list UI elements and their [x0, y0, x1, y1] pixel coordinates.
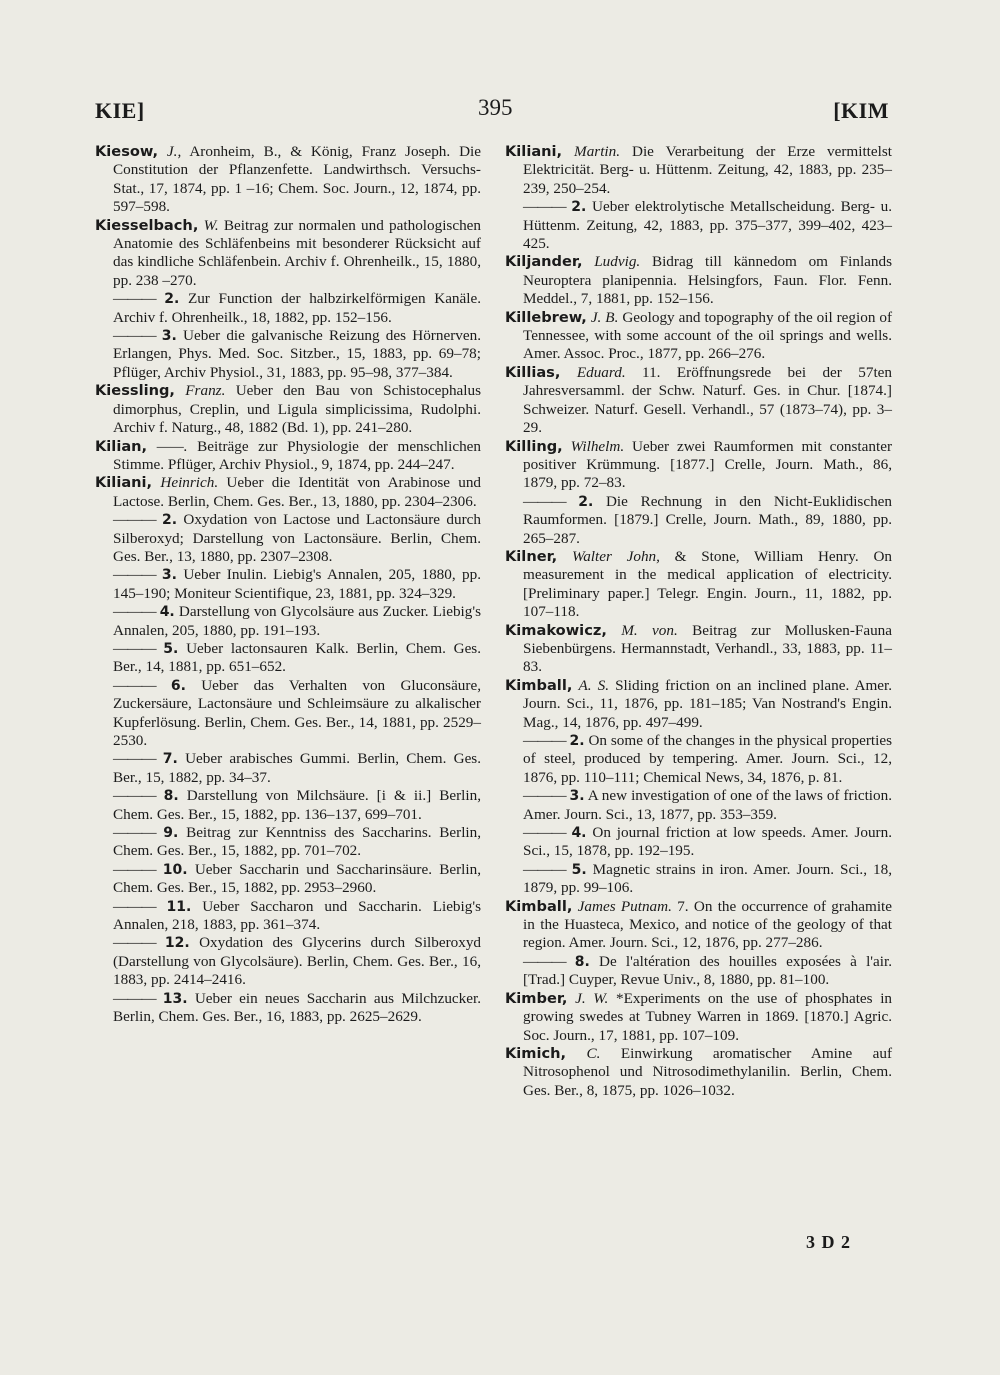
- author-surname: Kilner,: [505, 547, 558, 565]
- ditto-dash: ———: [523, 787, 566, 805]
- entry-text: Beiträge zur Physiologie der menschlichen Stimme. Pflüger, Archiv Physiol., 9, 1874, pp. 244–247.: [113, 437, 482, 473]
- bibliography-entry: [505, 143, 892, 198]
- bibliography-entry: [95, 990, 481, 1027]
- entry-text: Zur Function der halbzirkelförmigen Kanäle. Archiv f. Ohrenheilk., 18, 1882, pp. 152–156.: [113, 290, 482, 326]
- author-surname: Kimball,: [505, 897, 573, 915]
- ditto-dash: ———: [113, 989, 156, 1007]
- author-surname: Kimber,: [505, 989, 568, 1007]
- author-given-name: Walter John,: [571, 547, 660, 565]
- entry-number: 11.: [166, 898, 192, 915]
- bibliography-entry: [505, 898, 892, 953]
- entry-text: De l'altération des houilles exposées à l'air. [Trad.] Cuyper, Revue Univ., 8, 1880, pp. 81–100.: [523, 952, 893, 989]
- entry-number: 4.: [159, 604, 175, 621]
- author-surname: Kilian,: [95, 437, 148, 455]
- bibliography-entry: [505, 787, 892, 824]
- author-given-name: W.: [203, 216, 219, 234]
- author-given-name: J.,: [166, 143, 182, 160]
- bibliography-entry: [505, 990, 892, 1045]
- entry-text: Sliding friction on an inclined plane. Amer. Journ. Sci., 11, 1876, pp. 181–185; Van Nostrand's Engin. Mag., 14, 1876, pp. 497–499.: [523, 676, 893, 731]
- author-surname: Killing,: [505, 437, 563, 455]
- author-surname: Kiesselbach,: [95, 216, 199, 234]
- ditto-dash: ———: [523, 492, 566, 510]
- bibliography-entry: [505, 548, 892, 622]
- bibliography-entry: [505, 198, 892, 253]
- entry-text: On some of the changes in the physical properties of steel, produced by tempering. Amer. Journ. Sci., 12, 1876, pp. 110–111; Chemical News, 34, 1876, p. 81.: [523, 732, 893, 786]
- bibliography-entry: [95, 327, 481, 382]
- author-given-name: J. W.: [575, 989, 609, 1007]
- author-surname: Kiljander,: [505, 253, 583, 271]
- ditto-dash: ———: [113, 934, 156, 952]
- entry-text: Bidrag till kännedom om Finlands Neuroptera planipennia. Helsingfors, Faun. Flor. Fenn. Meddel., 7, 1881, pp. 152–156.: [523, 253, 893, 308]
- author-surname: Killias,: [505, 363, 561, 381]
- entry-text: Ueber arabisches Gummi. Berlin, Chem. Ges. Ber., 15, 1882, pp. 34–37.: [113, 750, 482, 786]
- ditto-dash: ———: [523, 860, 566, 878]
- bibliography-entry: [95, 898, 481, 935]
- entry-text: Die Rechnung in den Nicht-Euklidischen Raumformen. [1879.] Crelle, Journ. Math., 89, 1880, pp. 265–287.: [523, 492, 892, 547]
- bibliography-entry: [95, 603, 481, 640]
- author-given-name: Wilhelm.: [570, 437, 625, 455]
- entry-text: Ueber Saccharin und Saccharinsäure. Berlin, Chem. Ges. Ber., 15, 1882, pp. 2953–2960.: [113, 860, 482, 897]
- author-given-name: Martin.: [574, 143, 621, 160]
- ditto-dash: ———: [113, 327, 156, 345]
- bibliography-entry: [505, 732, 892, 787]
- bibliography-entry: [95, 824, 481, 861]
- bibliography-entry: [505, 953, 892, 990]
- entry-number: 9.: [163, 825, 179, 842]
- entry-text: Beitrag zur Mollusken-Fauna Siebenbürgens. Hermannstadt, Verhandl., 33, 1883, pp. 11–83.: [523, 621, 893, 676]
- entry-text: Oxydation des Glycerins durch Silberoxyd (Darstellung von Glycolsäure). Berlin, Chem. Ges. Ber., 16, 1883, pp. 2414–2416.: [113, 934, 482, 989]
- bibliography-entry: [505, 622, 892, 677]
- entry-text: On journal friction at low speeds. Amer. Journ. Sci., 15, 1878, pp. 192–195.: [523, 824, 893, 860]
- entry-number: 5.: [163, 640, 179, 657]
- bibliography-entry: [95, 566, 481, 603]
- bibliography-entry: [95, 677, 481, 751]
- bibliography-entry: [95, 382, 481, 437]
- bibliography-entry: [505, 253, 892, 308]
- left-column: [95, 143, 481, 1027]
- author-given-name: J. B.: [590, 308, 619, 326]
- entry-number: 13.: [162, 990, 188, 1007]
- entry-number: 2.: [161, 512, 178, 529]
- bibliography-entry: [505, 364, 892, 438]
- ditto-dash: ———: [113, 824, 156, 842]
- ditto-dash: ———: [113, 787, 156, 805]
- entry-text: Geology and topography of the oil region of Tennessee, with some account of the oil springs and wells. Amer. Assoc. Proc., 1877, pp. 266–276.: [523, 308, 893, 363]
- entry-text: Ueber lactonsauren Kalk. Berlin, Chem. Ges. Ber., 14, 1881, pp. 651–652.: [113, 639, 482, 676]
- entry-text: Darstellung von Milchsäure. [i & ii.] Berlin, Chem. Ges. Ber., 15, 1882, pp. 136–137, 699–701.: [113, 787, 482, 823]
- entry-text: & Stone, William Henry. On measurement in the medical application of electricity. [Preliminary paper.] Telegr. Engin. Journ., 11, 1882, pp. 107–118.: [523, 547, 893, 621]
- ditto-dash: ———: [113, 511, 156, 529]
- author-given-name: ——.: [156, 437, 188, 455]
- ditto-dash: ———: [523, 952, 566, 970]
- bibliography-entry: [505, 493, 892, 548]
- ditto-dash: ———: [113, 566, 156, 584]
- entry-number: 7.: [162, 751, 178, 768]
- bibliography-entry: [95, 750, 481, 787]
- bibliography-entry: [505, 1045, 892, 1100]
- ditto-dash: ———: [113, 290, 156, 308]
- entry-text: Oxydation von Lactose und Lactonsäure durch Silberoxyd; Darstellung von Lactonsäure. Berlin, Chem. Ges. Ber., 13, 1880, pp. 2307–2308.: [113, 511, 482, 565]
- entry-text: Ueber elektrolytische Metallscheidung. Berg- u. Hüttenm. Zeitung, 42, 1883, pp. 375–377, 399–402, 423–425.: [523, 198, 893, 253]
- entry-number: 2.: [578, 493, 594, 510]
- bibliography-entry: [95, 217, 481, 291]
- entry-number: 10.: [162, 861, 188, 878]
- entry-number: 6.: [170, 677, 186, 694]
- ditto-dash: ———: [523, 824, 566, 842]
- entry-text: Ueber den Bau von Schistocephalus dimorphus, Creplin, und Ligula simplicissima, Rudolphi. Archiv f. Naturg., 48, 1882 (Bd. 1), pp. 241–280.: [113, 382, 482, 437]
- bibliography-entry: [95, 143, 481, 217]
- page-number: 395: [478, 95, 513, 120]
- entry-text: 11. Eröffnungsrede bei der 57ten Jahresversamml. der Schw. Naturf. Ges. in Chur. [1874.] Schweizer. Naturf. Gesell. Verhandl., 57 (1873–74), pp. 3–29.: [523, 363, 893, 437]
- author-given-name: Ludvig.: [594, 253, 641, 271]
- author-given-name: James Putnam.: [577, 897, 672, 915]
- entry-number: 2.: [569, 733, 585, 749]
- entry-number: 3.: [161, 567, 177, 584]
- entry-text: Ueber ein neues Saccharin aus Milchzucker. Berlin, Chem. Ges. Ber., 16, 1883, pp. 2625–2629.: [113, 989, 482, 1026]
- entry-text: Magnetic strains in iron. Amer. Journ. Sci., 18, 1879, pp. 99–106.: [523, 860, 893, 897]
- author-given-name: A. S.: [578, 676, 610, 694]
- author-surname: Kimball,: [505, 676, 573, 694]
- ditto-dash: ———: [113, 639, 156, 657]
- bibliography-entry: [505, 824, 892, 861]
- author-surname: Kiliani,: [95, 474, 153, 492]
- author-given-name: M. von.: [621, 621, 678, 639]
- bibliography-entry: [95, 787, 481, 824]
- entry-number: 2.: [164, 291, 180, 308]
- entry-text: Beitrag zur Kenntniss des Saccharins. Berlin, Chem. Ges. Ber., 15, 1882, pp. 701–702.: [113, 824, 482, 860]
- ditto-dash: ———: [113, 897, 156, 915]
- entry-text: Ueber Saccharon und Saccharin. Liebig's Annalen, 218, 1883, pp. 361–374.: [113, 897, 481, 934]
- entry-number: 5.: [571, 861, 587, 878]
- author-surname: Kiesow,: [95, 143, 159, 160]
- author-surname: Killebrew,: [505, 308, 587, 326]
- entry-text: 7. On the occurrence of grahamite in the Huasteca, Mexico, and notice of the geology of that region. Amer. Journ. Sci., 12, 1876, pp. 277–286.: [523, 897, 893, 952]
- ditto-dash: ———: [113, 750, 156, 768]
- entry-text: *Experiments on the use of phosphates in growing swedes at Tubney Warren in 1869. [1870.] Agric. Soc. Journ., 17, 1881, pp. 107–109.: [523, 989, 893, 1044]
- bibliography-entry: [95, 934, 481, 989]
- author-given-name: Franz.: [185, 382, 226, 400]
- ditto-dash: ———: [113, 603, 156, 621]
- bibliography-entry: [505, 677, 892, 732]
- entry-text: Ueber Inulin. Liebig's Annalen, 205, 1880, pp. 145–190; Moniteur Scientifique, 23, 1881, pp. 324–329.: [113, 566, 481, 602]
- entry-number: 3.: [569, 788, 585, 805]
- author-surname: Kimakowicz,: [505, 621, 607, 639]
- bibliography-entry: [95, 861, 481, 898]
- page-header: [95, 95, 889, 128]
- author-surname: Kiessling,: [95, 382, 175, 400]
- bibliography-entry: [505, 861, 892, 898]
- bibliography-entry: [95, 290, 481, 327]
- entry-text: Einwirkung aromatischer Amine auf Nitrosophenol und Nitrosodimethylanilin. Berlin, Chem. Ges. Ber., 8, 1875, pp. 1026–1032.: [523, 1044, 893, 1099]
- entry-number: 8.: [163, 788, 179, 805]
- bibliography-entry: [95, 438, 481, 475]
- signature-mark: 3 D 2: [806, 1232, 851, 1252]
- right-column: [505, 143, 892, 1100]
- entry-text: Aronheim, B., & König, Franz Joseph. Die Constitution der Pflanzenfette. Landwirthsch. Versuchs-Stat., 17, 1874, pp. 1 –16; Chem. Soc. Journ., 12, 1874, pp. 597–598.: [113, 143, 482, 216]
- ditto-dash: ———: [523, 198, 566, 216]
- author-given-name: Heinrich.: [160, 474, 219, 492]
- entry-text: Ueber die galvanische Reizung des Hörnerven. Erlangen, Phys. Med. Soc. Sitzber., 15, 1883, pp. 69–78; Pflüger, Archiv Physiol., 31, 1883, pp. 95–98, 377–384.: [113, 327, 481, 381]
- entry-text: Ueber das Verhalten von Gluconsäure, Zuckersäure, Lactonsäure und Schleimsäure zu alkalischer Kupferlösung. Berlin, Chem. Ges. Ber., 14, 1881, pp. 2529–2530.: [113, 676, 481, 749]
- author-given-name: Eduard.: [576, 363, 626, 381]
- ditto-dash: ———: [113, 676, 156, 694]
- entry-number: 4.: [571, 825, 587, 842]
- header-left-range: KIE]: [95, 98, 145, 123]
- entry-number: 2.: [571, 199, 587, 216]
- entry-number: 12.: [164, 935, 190, 952]
- entry-text: A new investigation of one of the laws of friction. Amer. Journ. Sci., 13, 1877, pp. 353–359.: [523, 787, 893, 823]
- author-surname: Kimich,: [505, 1044, 567, 1062]
- entry-text: Beitrag zur normalen und pathologischen Anatomie des Schläfenbeins mit besonderer Rücksicht auf das kindliche Schläfenbein. Archiv f. Ohrenheilk., 15, 1880, pp. 238 –270.: [113, 216, 482, 289]
- entry-text: Ueber die Identität von Arabinose und Lactose. Berlin, Chem. Ges. Ber., 13, 1880, pp. 2304–2306.: [113, 474, 482, 510]
- bibliography-entry: [505, 438, 892, 493]
- entry-text: Darstellung von Glycolsäure aus Zucker. Liebig's Annalen, 205, 1880, pp. 191–193.: [113, 603, 481, 639]
- author-given-name: C.: [586, 1044, 601, 1062]
- entry-number: 8.: [574, 953, 590, 970]
- entry-number: 3.: [161, 328, 177, 345]
- header-right-range: [KIM: [833, 98, 889, 123]
- entry-text: Die Verarbeitung der Erze vermittelst Elektricität. Berg- u. Hüttenm. Zeitung, 42, 1883, pp. 235–239, 250–254.: [523, 143, 892, 197]
- ditto-dash: ———: [113, 860, 156, 878]
- entry-text: Ueber zwei Raumformen mit constanter positiver Krümmung. [1877.] Crelle, Journ. Math., 86, 1879, pp. 72–83.: [523, 437, 892, 492]
- bibliography-entry: [505, 309, 892, 364]
- bibliography-entry: [95, 511, 481, 566]
- author-surname: Kiliani,: [505, 143, 563, 160]
- ditto-dash: ———: [523, 732, 566, 749]
- bibliography-entry: [95, 474, 481, 511]
- bibliography-entry: [95, 640, 481, 677]
